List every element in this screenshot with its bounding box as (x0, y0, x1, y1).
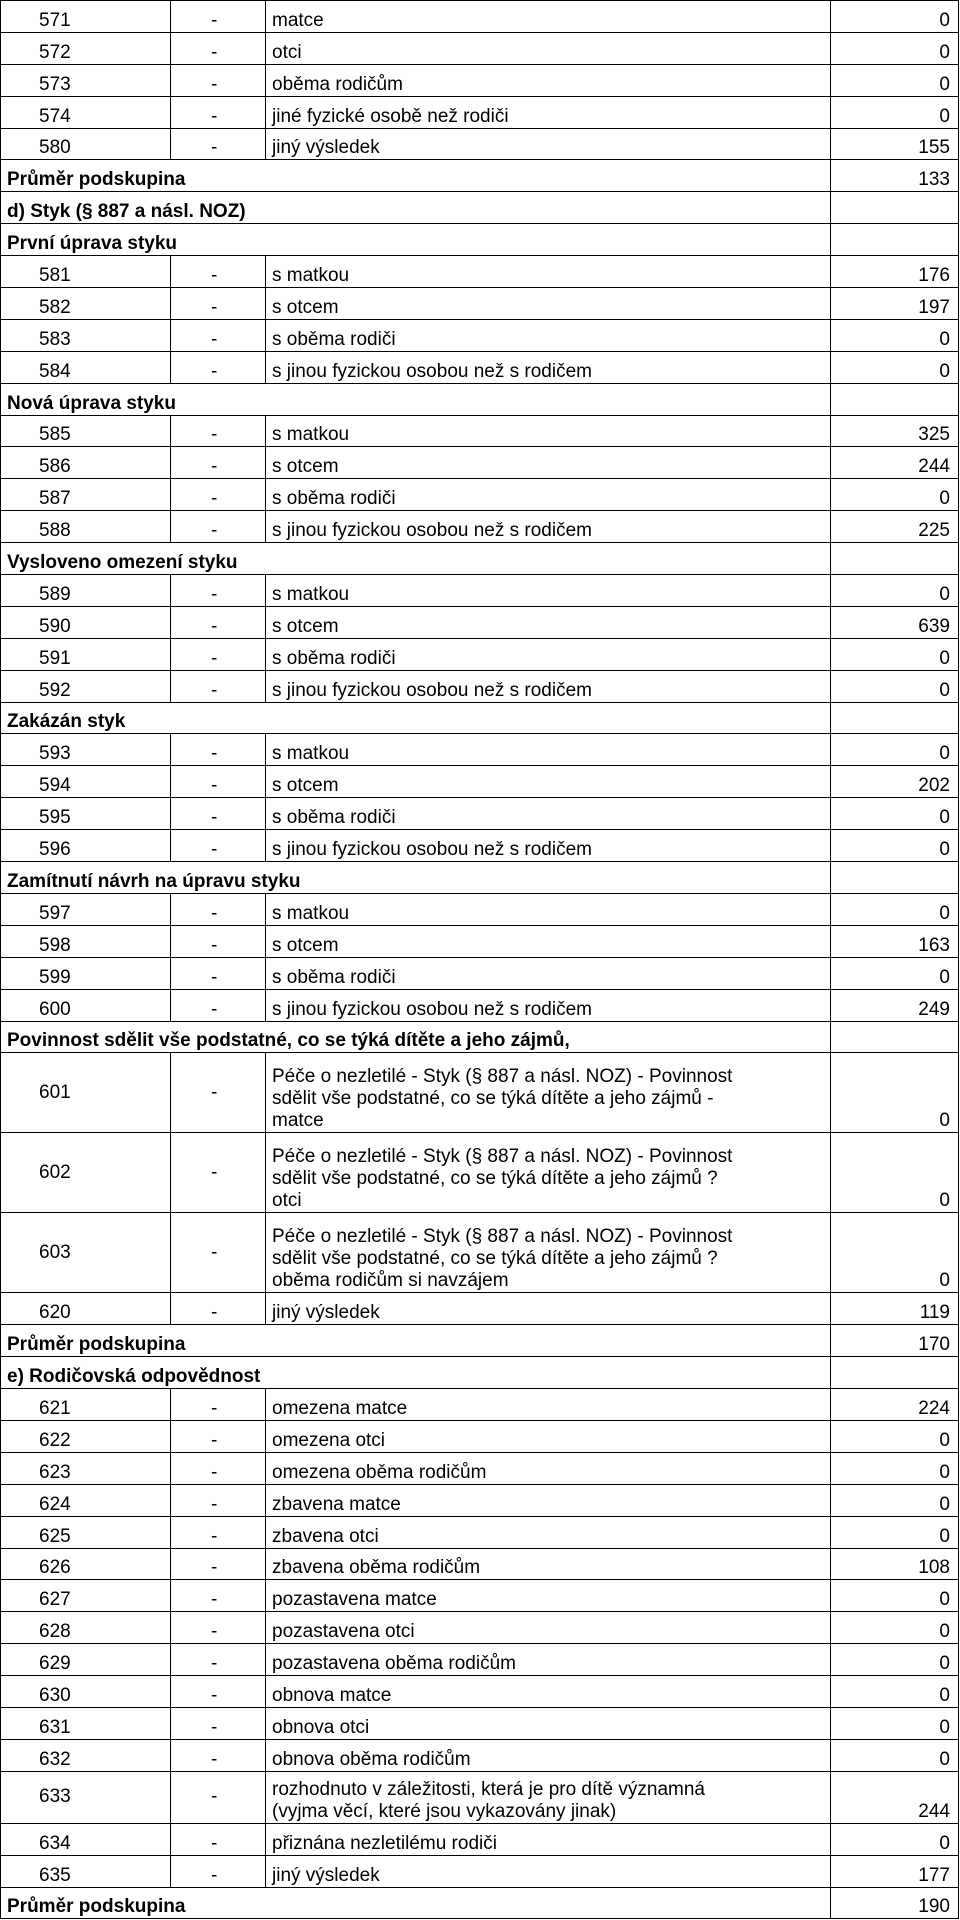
row-value: 0 (831, 1, 959, 33)
row-value: 0 (831, 893, 959, 925)
row-dash: - (171, 670, 266, 702)
section-label: Průměr podskupina (1, 160, 831, 192)
row-value: 0 (831, 64, 959, 96)
row-dash: - (171, 511, 266, 543)
row-dash: - (171, 1612, 266, 1644)
table-row (1, 128, 959, 160)
row-value (831, 862, 959, 894)
section-header-row (1, 1021, 959, 1053)
row-value: 0 (831, 1644, 959, 1676)
row-value: 0 (831, 479, 959, 511)
row-value: 244 (831, 1771, 959, 1823)
row-value: 0 (831, 1213, 959, 1293)
row-dash: - (171, 798, 266, 830)
row-code: 592 (1, 670, 171, 702)
row-code: 580 (1, 128, 171, 160)
row-dash: - (171, 128, 266, 160)
section-header-row (1, 224, 959, 256)
row-value: 0 (831, 670, 959, 702)
row-dash: - (171, 1771, 266, 1823)
section-label: Průměr podskupina (1, 1887, 831, 1919)
row-dash: - (171, 1548, 266, 1580)
row-code: 629 (1, 1644, 171, 1676)
table-row (1, 989, 959, 1021)
row-dash: - (171, 830, 266, 862)
row-dash: - (171, 1213, 266, 1293)
row-value (831, 224, 959, 256)
row-value: 197 (831, 288, 959, 320)
row-code: 591 (1, 638, 171, 670)
row-dash: - (171, 1580, 266, 1612)
row-value: 244 (831, 447, 959, 479)
table-row (1, 1771, 959, 1823)
table-row (1, 1420, 959, 1452)
row-value (831, 702, 959, 734)
row-description: s matkou (266, 256, 831, 288)
row-dash: - (171, 638, 266, 670)
row-description: jiné fyzické osobě než rodiči (266, 96, 831, 128)
row-description: s otcem (266, 766, 831, 798)
row-description (266, 1771, 831, 1823)
description-line: matce (272, 1110, 324, 1132)
row-description (266, 1213, 831, 1293)
row-dash: - (171, 319, 266, 351)
row-dash: - (171, 1707, 266, 1739)
row-description: zbavena otci (266, 1516, 831, 1548)
row-description: s matkou (266, 893, 831, 925)
row-dash: - (171, 575, 266, 607)
row-value (831, 1357, 959, 1389)
table-row (1, 734, 959, 766)
table-row (1, 511, 959, 543)
section-header-row (1, 1887, 959, 1919)
row-code: 583 (1, 319, 171, 351)
row-dash: - (171, 1293, 266, 1325)
section-header-row (1, 1325, 959, 1357)
row-description: jiný výsledek (266, 1855, 831, 1887)
section-header-row (1, 192, 959, 224)
row-code: 590 (1, 606, 171, 638)
row-description: pozastavena otci (266, 1612, 831, 1644)
row-code: 585 (1, 415, 171, 447)
table-row (1, 319, 959, 351)
row-description: zbavena oběma rodičům (266, 1548, 831, 1580)
row-value: 119 (831, 1293, 959, 1325)
row-description: obnova oběma rodičům (266, 1739, 831, 1771)
row-code: 573 (1, 64, 171, 96)
row-code: 581 (1, 256, 171, 288)
table-row (1, 447, 959, 479)
table-row (1, 1707, 959, 1739)
row-code: 603 (1, 1213, 171, 1293)
section-label: Nová úprava styku (1, 383, 831, 415)
row-description: s jinou fyzickou osobou než s rodičem (266, 830, 831, 862)
table-row (1, 96, 959, 128)
row-description: s matkou (266, 575, 831, 607)
row-dash: - (171, 64, 266, 96)
row-code: 634 (1, 1823, 171, 1855)
row-value: 0 (831, 638, 959, 670)
section-label: e) Rodičovská odpovědnost (1, 1357, 831, 1389)
table-row (1, 1452, 959, 1484)
row-description: obnova matce (266, 1676, 831, 1708)
row-value: 0 (831, 575, 959, 607)
description-line: rozhodnuto v záležitosti, která je pro dítě významná (272, 1778, 706, 1800)
row-code: 632 (1, 1739, 171, 1771)
row-value: 224 (831, 1389, 959, 1421)
row-value: 0 (831, 1580, 959, 1612)
row-code: 597 (1, 893, 171, 925)
row-description: jiný výsledek (266, 1293, 831, 1325)
description-line: otci (272, 1190, 302, 1212)
row-description: s otcem (266, 447, 831, 479)
table-row (1, 1484, 959, 1516)
row-description (266, 1053, 831, 1133)
row-code: 571 (1, 1, 171, 33)
row-description: s matkou (266, 415, 831, 447)
description-line: (vyjma věcí, které jsou vykazovány jinak) (272, 1800, 617, 1822)
row-description: omezena otci (266, 1420, 831, 1452)
row-value: 0 (831, 1452, 959, 1484)
row-value: 176 (831, 256, 959, 288)
row-dash: - (171, 479, 266, 511)
row-value: 0 (831, 1484, 959, 1516)
description-line: Péče o nezletilé - Styk (§ 887 a násl. NOZ) - Povinnost (272, 1066, 733, 1088)
table-row (1, 64, 959, 96)
row-dash: - (171, 447, 266, 479)
description-line: Péče o nezletilé - Styk (§ 887 a násl. NOZ) - Povinnost (272, 1226, 733, 1248)
row-value: 225 (831, 511, 959, 543)
table-row (1, 893, 959, 925)
row-dash: - (171, 1855, 266, 1887)
row-value: 0 (831, 1612, 959, 1644)
row-description: pozastavena matce (266, 1580, 831, 1612)
row-dash: - (171, 766, 266, 798)
row-code: 622 (1, 1420, 171, 1452)
row-dash: - (171, 1053, 266, 1133)
row-dash: - (171, 957, 266, 989)
row-description: omezena oběma rodičům (266, 1452, 831, 1484)
row-dash: - (171, 893, 266, 925)
row-value: 0 (831, 1516, 959, 1548)
description-line: sdělit vše podstatné, co se týká dítěte a jeho zájmů ? (272, 1248, 718, 1270)
table-row (1, 1516, 959, 1548)
row-value: 190 (831, 1887, 959, 1919)
row-code: 594 (1, 766, 171, 798)
section-header-row (1, 543, 959, 575)
row-value (831, 383, 959, 415)
row-value: 0 (831, 32, 959, 64)
table-row (1, 1580, 959, 1612)
row-code: 628 (1, 1612, 171, 1644)
table-body (1, 1, 959, 1919)
section-label: Zakázán styk (1, 702, 831, 734)
row-value: 133 (831, 160, 959, 192)
section-label: d) Styk (§ 887 a násl. NOZ) (1, 192, 831, 224)
table-row (1, 479, 959, 511)
row-code: 627 (1, 1580, 171, 1612)
table-row (1, 575, 959, 607)
row-description: s jinou fyzickou osobou než s rodičem (266, 351, 831, 383)
table-row (1, 1389, 959, 1421)
section-label: První úprava styku (1, 224, 831, 256)
row-code: 582 (1, 288, 171, 320)
row-value: 0 (831, 96, 959, 128)
row-code: 595 (1, 798, 171, 830)
row-value: 0 (831, 798, 959, 830)
row-dash: - (171, 1452, 266, 1484)
description-line: sdělit vše podstatné, co se týká dítěte a jeho zájmů - (272, 1088, 714, 1110)
row-value: 0 (831, 957, 959, 989)
table-row (1, 1823, 959, 1855)
row-dash: - (171, 1516, 266, 1548)
row-value: 0 (831, 1823, 959, 1855)
row-description: s otcem (266, 288, 831, 320)
table-row (1, 606, 959, 638)
row-description: s oběma rodiči (266, 638, 831, 670)
row-value: 0 (831, 1053, 959, 1133)
row-code: 633 (1, 1771, 171, 1823)
row-code: 630 (1, 1676, 171, 1708)
row-dash: - (171, 32, 266, 64)
table-row (1, 798, 959, 830)
row-code: 574 (1, 96, 171, 128)
table-row (1, 288, 959, 320)
row-description (266, 1133, 831, 1213)
row-description: zbavena matce (266, 1484, 831, 1516)
row-value: 0 (831, 1133, 959, 1213)
section-header-row (1, 160, 959, 192)
table-row (1, 830, 959, 862)
row-code: 626 (1, 1548, 171, 1580)
row-description: s jinou fyzickou osobou než s rodičem (266, 989, 831, 1021)
row-value: 0 (831, 1739, 959, 1771)
row-description: pozastavena oběma rodičům (266, 1644, 831, 1676)
row-dash: - (171, 1389, 266, 1421)
row-code: 621 (1, 1389, 171, 1421)
table-row (1, 1213, 959, 1293)
row-value: 170 (831, 1325, 959, 1357)
row-dash: - (171, 1420, 266, 1452)
row-value: 249 (831, 989, 959, 1021)
section-header-row (1, 862, 959, 894)
table-row (1, 670, 959, 702)
row-description: s oběma rodiči (266, 479, 831, 511)
table-row (1, 1548, 959, 1580)
row-description: s oběma rodiči (266, 957, 831, 989)
table-row (1, 1133, 959, 1213)
row-value: 0 (831, 830, 959, 862)
row-dash: - (171, 734, 266, 766)
section-label: Povinnost sdělit vše podstatné, co se týká dítěte a jeho zájmů, (1, 1021, 831, 1053)
row-value (831, 1021, 959, 1053)
table-row (1, 1612, 959, 1644)
row-dash: - (171, 1823, 266, 1855)
section-header-row (1, 383, 959, 415)
row-value (831, 192, 959, 224)
section-header-row (1, 1357, 959, 1389)
row-description: s jinou fyzickou osobou než s rodičem (266, 511, 831, 543)
row-dash: - (171, 606, 266, 638)
row-code: 623 (1, 1452, 171, 1484)
table-row (1, 957, 959, 989)
row-value: 0 (831, 1707, 959, 1739)
row-value: 0 (831, 734, 959, 766)
row-code: 572 (1, 32, 171, 64)
row-code: 599 (1, 957, 171, 989)
row-dash: - (171, 1676, 266, 1708)
row-code: 587 (1, 479, 171, 511)
row-value: 325 (831, 415, 959, 447)
table-row (1, 415, 959, 447)
description-line: Péče o nezletilé - Styk (§ 887 a násl. NOZ) - Povinnost (272, 1146, 733, 1168)
row-dash: - (171, 288, 266, 320)
description-line: oběma rodičům si navzájem (272, 1270, 509, 1292)
row-value: 155 (831, 128, 959, 160)
row-code: 596 (1, 830, 171, 862)
row-description: s otcem (266, 925, 831, 957)
row-description: obnova otci (266, 1707, 831, 1739)
row-code: 635 (1, 1855, 171, 1887)
row-value: 0 (831, 1420, 959, 1452)
row-dash: - (171, 1484, 266, 1516)
row-value: 639 (831, 606, 959, 638)
row-dash: - (171, 1, 266, 33)
table-row (1, 1053, 959, 1133)
row-description: s matkou (266, 734, 831, 766)
table-row (1, 351, 959, 383)
table-row (1, 1739, 959, 1771)
row-description: matce (266, 1, 831, 33)
row-description: s otcem (266, 606, 831, 638)
row-code: 598 (1, 925, 171, 957)
row-value: 0 (831, 351, 959, 383)
row-dash: - (171, 1739, 266, 1771)
table-row (1, 1855, 959, 1887)
table-row (1, 32, 959, 64)
row-code: 624 (1, 1484, 171, 1516)
table-row (1, 925, 959, 957)
row-dash: - (171, 925, 266, 957)
row-dash: - (171, 256, 266, 288)
table-row (1, 1, 959, 33)
row-value: 0 (831, 319, 959, 351)
row-code: 593 (1, 734, 171, 766)
row-description: oběma rodičům (266, 64, 831, 96)
row-code: 631 (1, 1707, 171, 1739)
row-description: otci (266, 32, 831, 64)
row-dash: - (171, 351, 266, 383)
description-line: sdělit vše podstatné, co se týká dítěte a jeho zájmů ? (272, 1168, 718, 1190)
section-header-row (1, 702, 959, 734)
row-value (831, 543, 959, 575)
row-code: 589 (1, 575, 171, 607)
section-label: Průměr podskupina (1, 1325, 831, 1357)
row-code: 625 (1, 1516, 171, 1548)
row-dash: - (171, 989, 266, 1021)
row-dash: - (171, 1644, 266, 1676)
row-description: s oběma rodiči (266, 319, 831, 351)
table-row (1, 1644, 959, 1676)
row-code: 584 (1, 351, 171, 383)
row-value: 177 (831, 1855, 959, 1887)
row-code: 586 (1, 447, 171, 479)
row-description: s jinou fyzickou osobou než s rodičem (266, 670, 831, 702)
row-dash: - (171, 96, 266, 128)
row-description: s oběma rodiči (266, 798, 831, 830)
row-dash: - (171, 415, 266, 447)
table-row (1, 256, 959, 288)
section-label: Zamítnutí návrh na úpravu styku (1, 862, 831, 894)
section-label: Vysloveno omezení styku (1, 543, 831, 575)
row-description: jiný výsledek (266, 128, 831, 160)
row-code: 600 (1, 989, 171, 1021)
table-row (1, 1676, 959, 1708)
row-description: přiznána nezletilému rodiči (266, 1823, 831, 1855)
row-description: omezena matce (266, 1389, 831, 1421)
row-value: 0 (831, 1676, 959, 1708)
table-row (1, 1293, 959, 1325)
row-code: 601 (1, 1053, 171, 1133)
row-code: 588 (1, 511, 171, 543)
row-value: 108 (831, 1548, 959, 1580)
table-row (1, 638, 959, 670)
row-code: 602 (1, 1133, 171, 1213)
row-value: 202 (831, 766, 959, 798)
row-value: 163 (831, 925, 959, 957)
row-code: 620 (1, 1293, 171, 1325)
row-dash: - (171, 1133, 266, 1213)
table-row (1, 766, 959, 798)
